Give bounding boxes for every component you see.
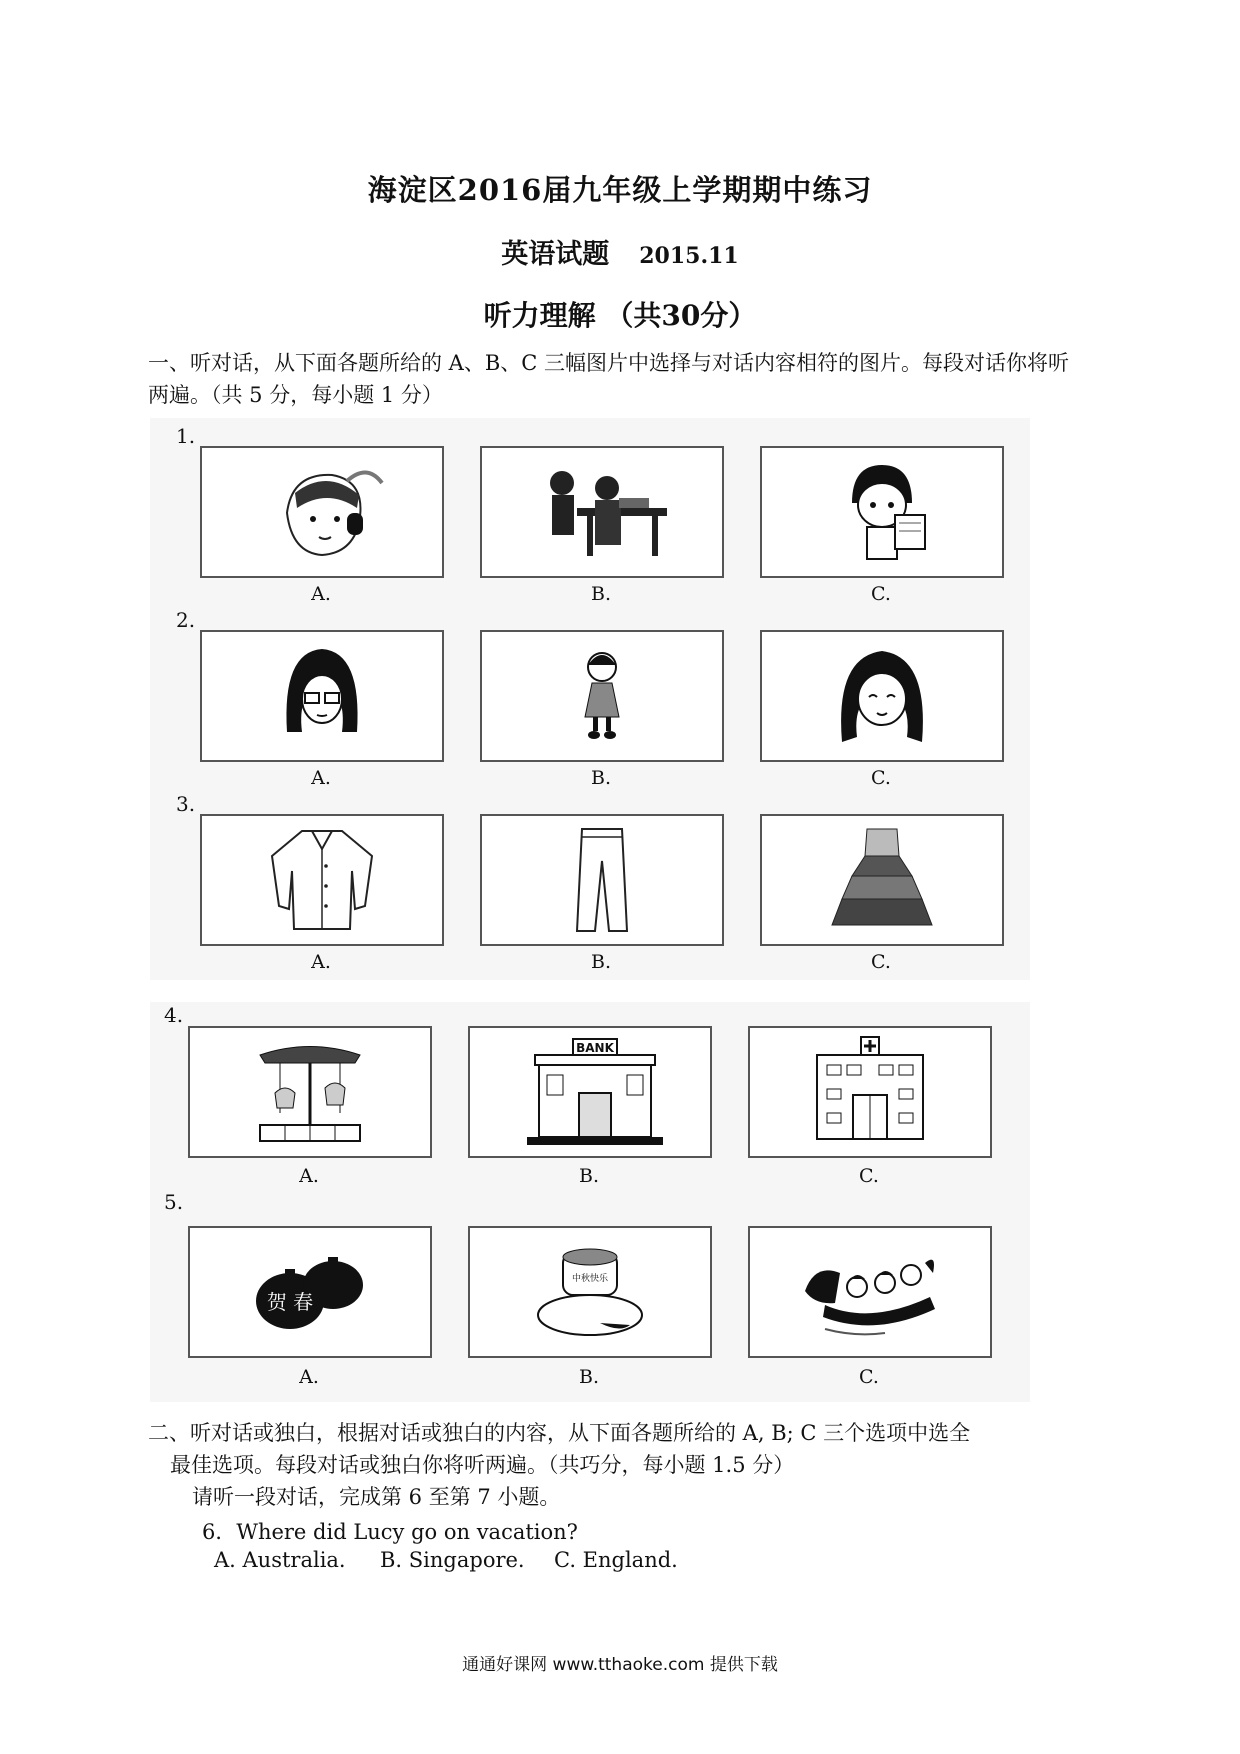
- option-label: B.: [578, 1366, 599, 1388]
- girl-reading-book-icon: [807, 453, 957, 571]
- bank-building-icon: [515, 1033, 665, 1151]
- option-box-5b[interactable]: [468, 1226, 712, 1358]
- part2-instruction-2: 最佳选项。每段对话或独白你将听两遍。（共巧分，每小题 1.5 分）: [170, 1453, 795, 1477]
- question-number: 3.: [176, 792, 196, 816]
- mooncake-icon: [515, 1233, 665, 1351]
- question-6-text: 6．Where did Lucy go on vacation?: [202, 1520, 578, 1544]
- trousers-icon: [527, 821, 677, 939]
- part2-instruction-1: 二、听对话或独白，根据对话或独白的内容，从下面各题所给的 A, B; C 三个选项中选全: [148, 1421, 971, 1445]
- girl-with-glasses-icon: [247, 637, 397, 755]
- option-box-3b[interactable]: [480, 814, 724, 946]
- option-box-4c[interactable]: [748, 1026, 992, 1158]
- part2-subinstruction: 请听一段对话，完成第 6 至第 7 小题。: [192, 1485, 561, 1509]
- smiling-girl-long-hair-icon: [807, 637, 957, 755]
- section-heading: 听力理解 （共30分）: [483, 299, 757, 332]
- subject-line: [0, 232, 1240, 271]
- option-label: A.: [299, 1165, 319, 1187]
- subject-title: 英语试题: [501, 239, 610, 270]
- option-box-1c[interactable]: [760, 446, 1004, 578]
- bank-sign: BANK: [576, 1041, 614, 1055]
- page-footer: 通通好课网 www.tthaoke.com 提供下载: [462, 1655, 778, 1675]
- new-year-lanterns-icon: [235, 1233, 385, 1351]
- question-number: 4.: [164, 1003, 184, 1027]
- option-box-1b[interactable]: [480, 446, 724, 578]
- option-label: A.: [311, 583, 331, 605]
- option-label: A.: [311, 767, 331, 789]
- dragon-boat-icon: [795, 1233, 945, 1351]
- mooncake-text: 中秋快乐: [571, 1274, 609, 1284]
- page-title: 海淀区2016届九年级上学期期中练习: [367, 173, 873, 207]
- question-6-options: [214, 1548, 1014, 1572]
- option-label: A.: [311, 951, 331, 973]
- answer-option-a[interactable]: A. Australia.: [214, 1548, 346, 1572]
- option-label: C.: [871, 767, 891, 789]
- option-box-5c[interactable]: [748, 1226, 992, 1358]
- option-label: C.: [871, 583, 891, 605]
- option-box-1a[interactable]: [200, 446, 444, 578]
- option-box-2a[interactable]: [200, 630, 444, 762]
- option-label: B.: [590, 767, 611, 789]
- option-label: C.: [859, 1366, 879, 1388]
- option-box-5a[interactable]: [188, 1226, 432, 1358]
- option-label: C.: [859, 1165, 879, 1187]
- option-label: C.: [871, 951, 891, 973]
- option-box-3c[interactable]: [760, 814, 1004, 946]
- option-box-4a[interactable]: [188, 1026, 432, 1158]
- option-box-2c[interactable]: [760, 630, 1004, 762]
- part1-instruction-1: 一、听对话，从下面各题所给的 A、B、C 三幅图片中选择与对话内容相符的图片。每段对话你将听: [148, 351, 1070, 375]
- question-number: 5.: [164, 1190, 184, 1214]
- part1-instruction-2: 两遍。（共 5 分，每小题 1 分）: [148, 383, 443, 407]
- option-label: B.: [578, 1165, 599, 1187]
- option-box-2b[interactable]: [480, 630, 724, 762]
- ruffled-dress-icon: [807, 821, 957, 939]
- option-label: B.: [590, 951, 611, 973]
- question-number: 2.: [176, 608, 196, 632]
- exam-date: 2015.11: [639, 243, 739, 269]
- answer-option-c[interactable]: C. England.: [554, 1548, 678, 1572]
- option-box-3a[interactable]: [200, 814, 444, 946]
- hospital-building-icon: [795, 1033, 945, 1151]
- question-number: 1.: [176, 424, 196, 448]
- answer-option-b[interactable]: B. Singapore.: [380, 1548, 525, 1572]
- small-girl-in-dress-icon: [527, 637, 677, 755]
- option-box-4b[interactable]: [468, 1026, 712, 1158]
- girl-with-headphones-icon: [247, 453, 397, 571]
- shirt-icon: [247, 821, 397, 939]
- lantern-text: 贺 春: [266, 1290, 314, 1314]
- two-students-at-desk-icon: [527, 453, 677, 571]
- carousel-icon: [235, 1033, 385, 1151]
- option-label: B.: [590, 583, 611, 605]
- option-label: A.: [299, 1366, 319, 1388]
